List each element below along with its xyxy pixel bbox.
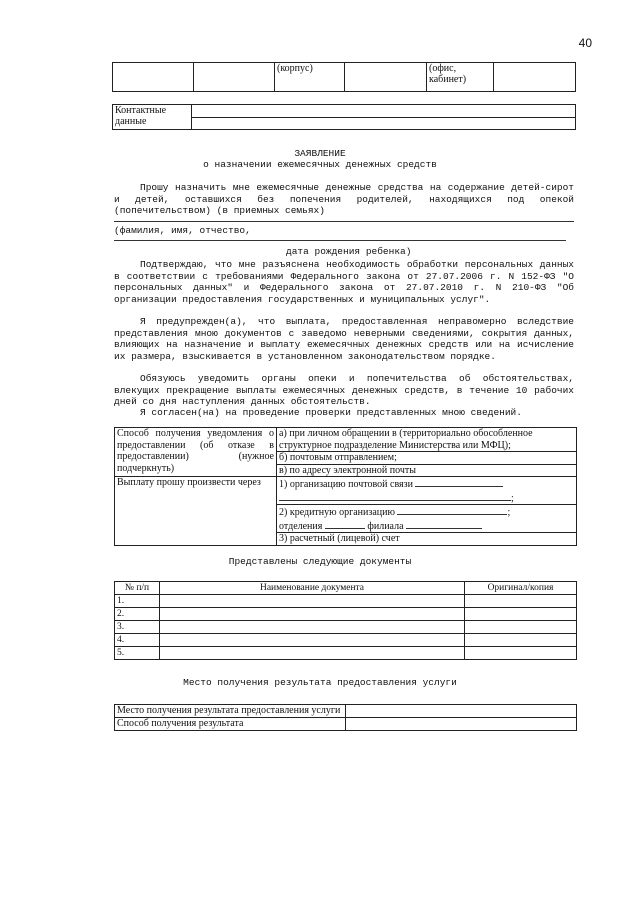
row-number: 3.	[115, 621, 160, 634]
result-place-label: Место получения результата предоставления услуги	[115, 705, 346, 718]
warning-paragraph	[114, 316, 574, 362]
doc-original-cell[interactable]	[465, 608, 577, 621]
documents-title: Представлены следующие документы	[228, 556, 412, 567]
form-subtitle: о назначении ежемесячных денежных средств	[203, 159, 437, 170]
row-number: 1.	[115, 595, 160, 608]
notice-option-personal[interactable]: а) при личном обращении в (территориально обособленное структурное подразделение Министерства или МФЦ);	[277, 428, 576, 452]
applicant-line[interactable]	[114, 221, 574, 222]
agree-text: Я согласен(на) на проведение проверки представленных мною сведений.	[140, 407, 522, 418]
doc-original-cell[interactable]	[465, 647, 577, 660]
row-number: 4.	[115, 634, 160, 647]
child-line[interactable]	[114, 240, 566, 241]
col-header-name: Наименование документа	[160, 582, 465, 595]
payment-option-account[interactable]: 3) расчетный (лицевой) счет	[279, 533, 400, 544]
post-org-line[interactable]	[415, 477, 503, 487]
notice-option-post[interactable]: б) почтовым отправлением;	[277, 452, 576, 465]
contacts-label: Контактные данные	[113, 105, 192, 130]
doc-original-cell[interactable]	[465, 595, 577, 608]
payment-option-post-line: ;	[277, 491, 576, 506]
doc-original-cell[interactable]	[465, 621, 577, 634]
notice-options	[277, 428, 577, 477]
obligation-paragraph	[114, 373, 574, 408]
result-method-label: Способ получения результата	[115, 718, 346, 731]
obligation-text: Обязуюсь уведомить органы опеки и попечительства об обстоятельствах, влекущих прекращение выплаты ежемесячных денежных средств, в течение 10 рабочих дней со дня наступления данных обстоятельств.	[114, 373, 574, 407]
address-cell[interactable]	[194, 63, 275, 92]
documents-table	[114, 581, 577, 660]
col-header-number: № п/п	[115, 582, 160, 595]
contacts-table	[112, 104, 576, 130]
doc-name-cell[interactable]	[160, 634, 465, 647]
bank-line[interactable]	[397, 505, 507, 515]
page-number: 40	[578, 36, 592, 50]
row-number: 2.	[115, 608, 160, 621]
payment-options	[277, 477, 577, 546]
table-row	[115, 595, 577, 608]
result-table	[114, 704, 577, 731]
birth-hint: дата рождения ребенка)	[286, 246, 412, 257]
payment-option-post[interactable]: 1) организацию почтовой связи	[277, 477, 576, 491]
address-cell[interactable]	[494, 63, 576, 92]
request-text: Прошу назначить мне ежемесячные денежные средства на содержание детей-сирот и детей, оставшихся без попечения родителей, находящихся под опекой (попечительством) (в приемных семьях)	[114, 182, 574, 216]
warning-text: Я предупрежден(а), что выплата, предоставленная неправомерно вследствие представления мною документов с заведомо неверными сведениями, сокрытия данных, влияющих на назначение и выплату ежемесячных денежных средств или на исчисление их размера, взыскивается в установленном законодательством порядке.	[114, 316, 574, 362]
contacts-field[interactable]	[192, 117, 576, 130]
doc-name-cell[interactable]	[160, 608, 465, 621]
row-number: 5.	[115, 647, 160, 660]
documents-header-row	[115, 582, 577, 595]
filial-line[interactable]	[406, 519, 482, 529]
table-row	[115, 621, 577, 634]
payment-table	[114, 427, 577, 546]
address-cell[interactable]	[113, 63, 194, 92]
result-title: Место получения результата предоставления услуги	[183, 677, 457, 688]
table-row	[115, 608, 577, 621]
doc-name-cell[interactable]	[160, 595, 465, 608]
consent-paragraph	[114, 259, 574, 305]
notice-option-email[interactable]: в) по адресу электронной почты	[279, 464, 416, 476]
notice-method-label: Способ получения уведомления о предоставлении (об отказе в предоставлении) (нужное подчеркнуть)	[115, 428, 277, 477]
result-method-field[interactable]	[346, 718, 577, 731]
address-table	[112, 62, 576, 92]
doc-name-cell[interactable]	[160, 621, 465, 634]
table-row	[115, 647, 577, 660]
address-cell-building: (корпус)	[275, 63, 345, 92]
address-row	[113, 63, 576, 92]
doc-name-cell[interactable]	[160, 647, 465, 660]
address-cell[interactable]	[345, 63, 427, 92]
request-paragraph	[114, 182, 574, 217]
payment-option-branch: отделения филиала	[277, 519, 576, 534]
agree-paragraph	[114, 407, 574, 419]
col-header-original: Оригинал/копия	[465, 582, 577, 595]
result-place-field[interactable]	[346, 705, 577, 718]
consent-text: Подтверждаю, что мне разъяснена необходимость обработки персональных данных в соответствии с требованиями Федерального закона от 27.07.2006 г. N 152-ФЗ "О персональных данных" и Федерального закона от 27.07.2010 г. N 210-ФЗ "Об организации предоставления государственных и муниципальных услуг".	[114, 259, 574, 305]
table-row	[115, 634, 577, 647]
payment-option-bank[interactable]: 2) кредитную организацию ;	[279, 507, 511, 518]
post-org-line-2[interactable]	[279, 491, 511, 501]
fio-hint: (фамилия, имя, отчество,	[114, 225, 251, 236]
doc-original-cell[interactable]	[465, 634, 577, 647]
form-title: ЗАЯВЛЕНИЕ	[294, 148, 346, 159]
address-cell-office: (офис, кабинет)	[427, 63, 494, 92]
payment-method-label: Выплату прошу произвести через	[115, 477, 277, 546]
contacts-field[interactable]	[192, 105, 576, 118]
branch-number-line[interactable]	[325, 519, 365, 529]
